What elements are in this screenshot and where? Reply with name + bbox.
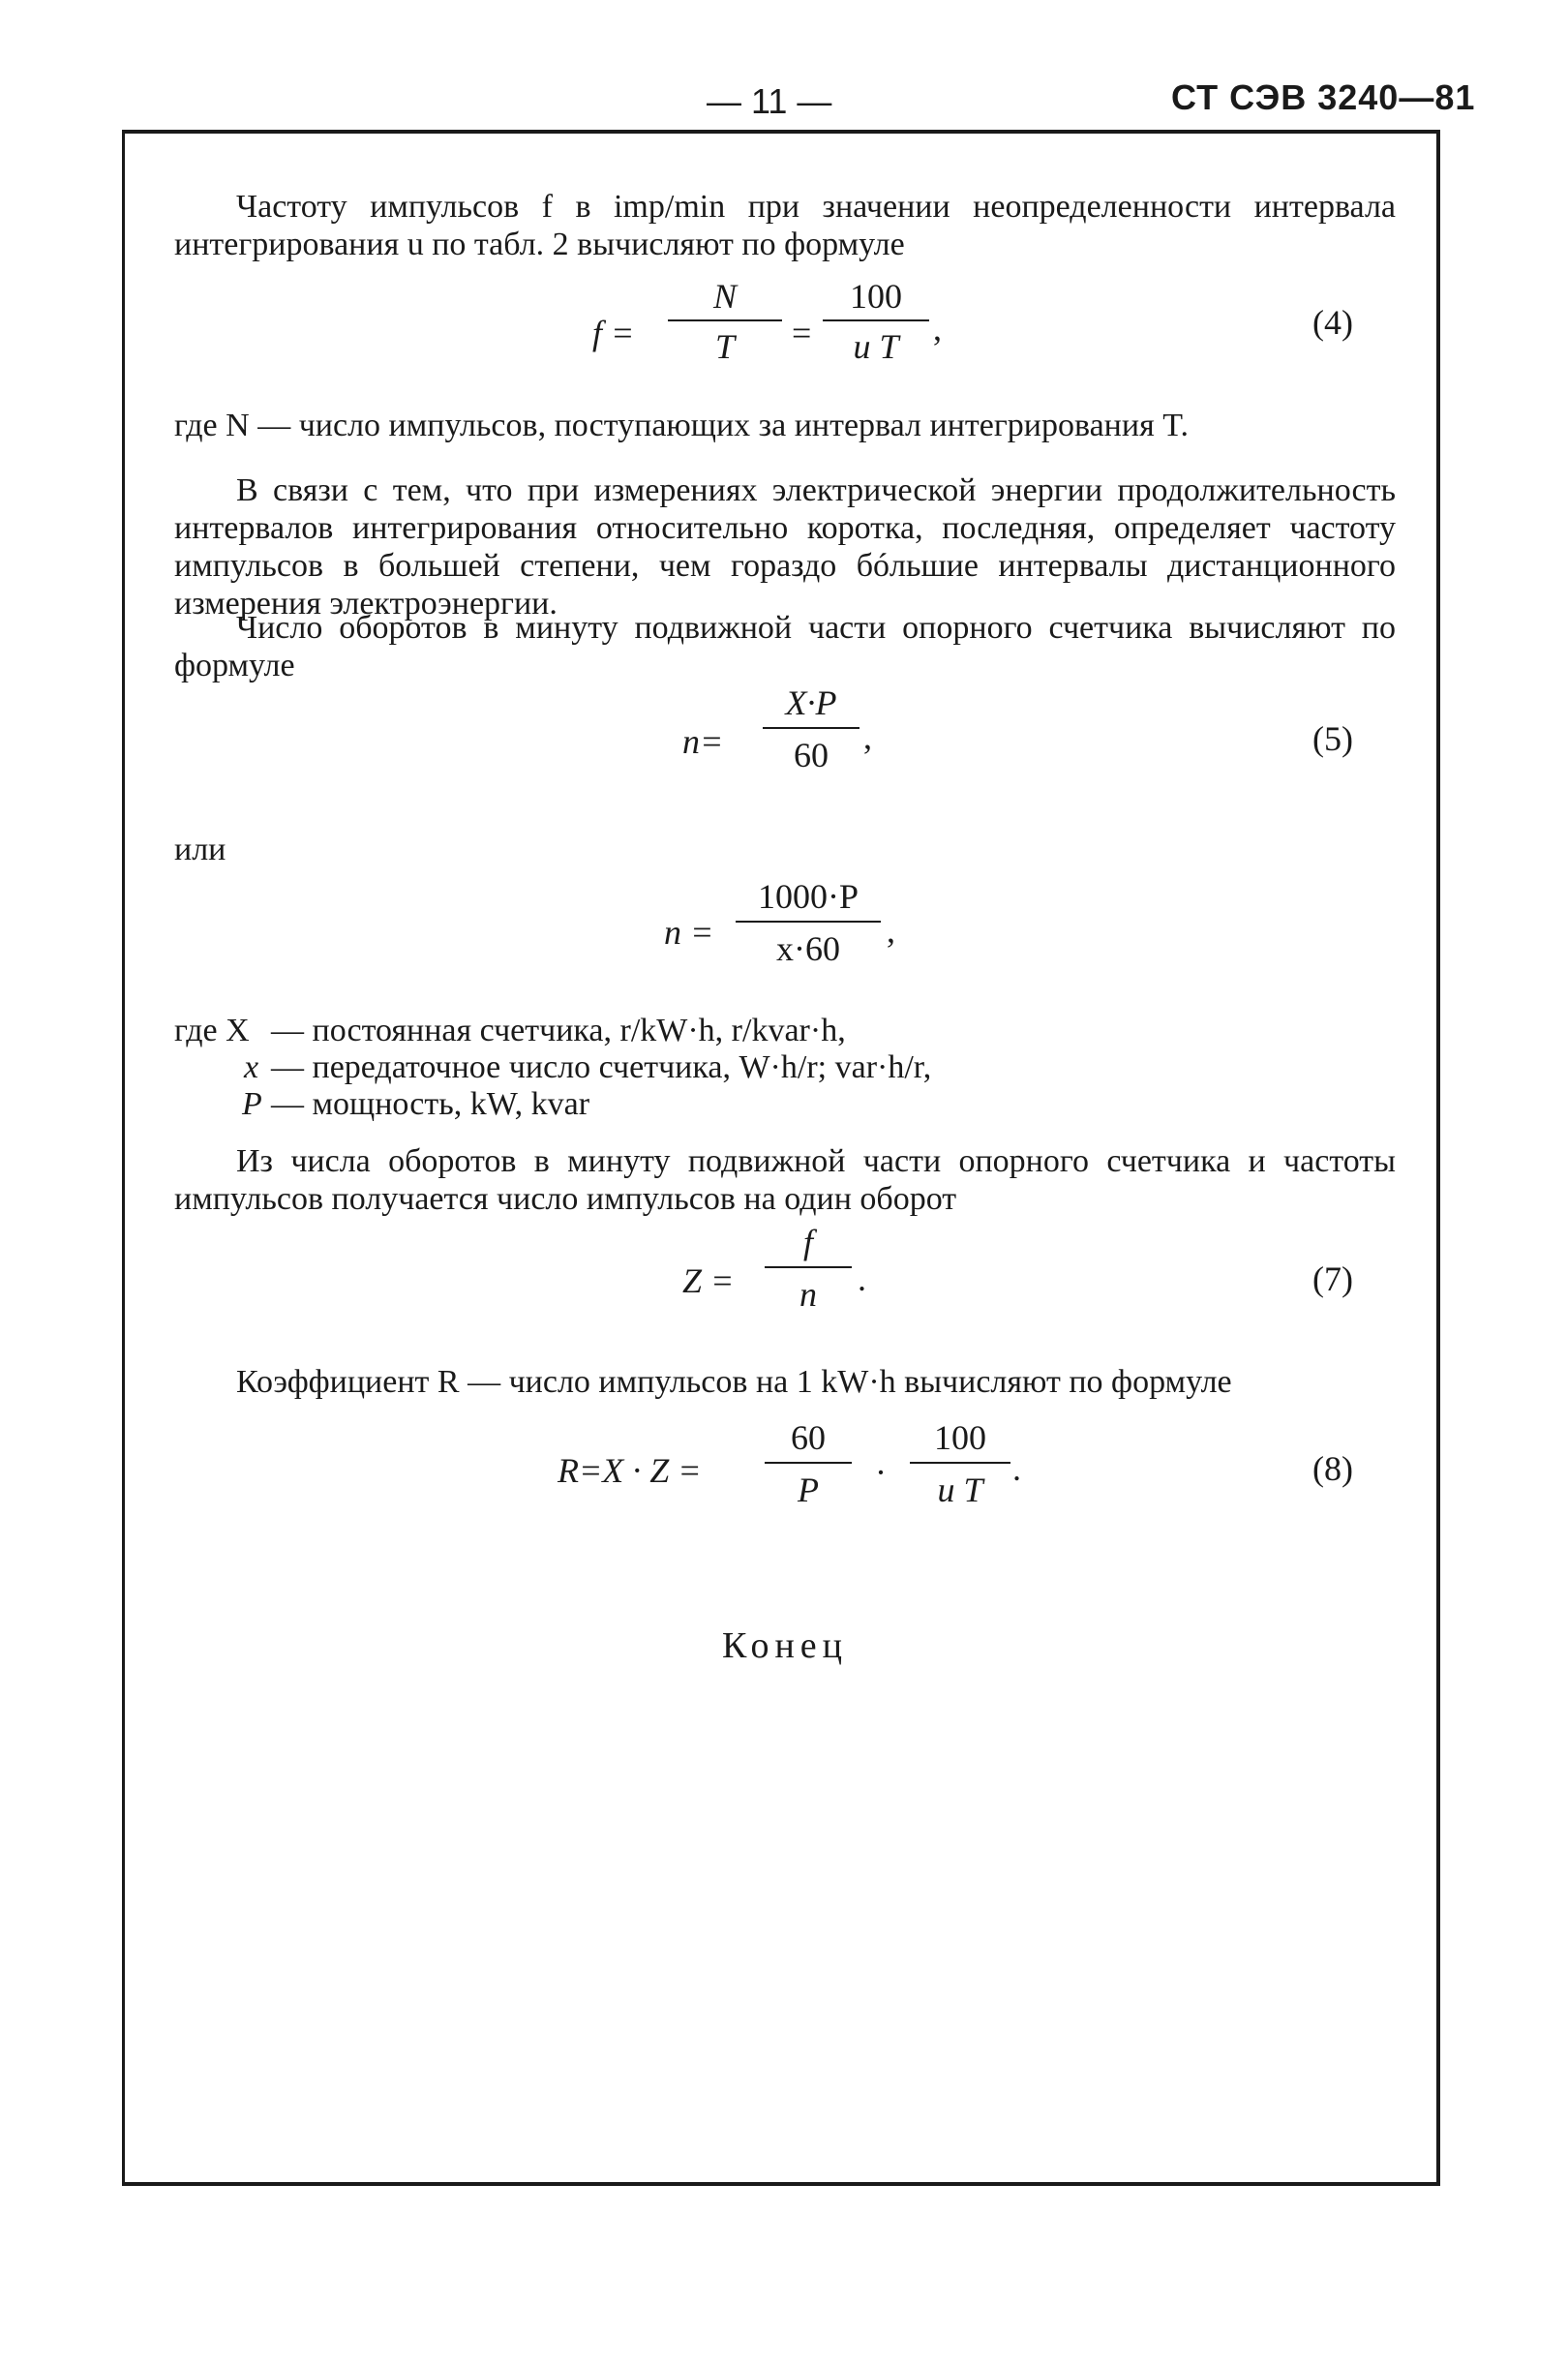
eq8-lhs: R=X · Z = (558, 1451, 702, 1490)
eq4-fraction-2 (823, 276, 929, 366)
paragraph-coefficient-R: Коэффициент R — число импульсов на 1 kW·h вычисляют по формуле (236, 1364, 1232, 1400)
equation-number-5: (5) (1312, 719, 1353, 758)
eq4-numerator-1: N (712, 277, 737, 316)
eq8-period: . (1012, 1449, 1021, 1488)
definition-x-symbol: x (244, 1049, 259, 1085)
eq8-fraction-bar-2 (910, 1462, 1010, 1464)
paragraph-revolutions: Число оборотов в минуту подвижной части опорного счетчика вычисляют по формуле (174, 610, 1396, 683)
eq4-denominator-2: u T (853, 327, 899, 366)
eq4-equals: = (792, 314, 812, 352)
eq6-comma: , (887, 911, 895, 950)
eq4-lhs: f = (592, 314, 635, 352)
paragraph-integration-interval: В связи с тем, что при измерениях электрической энергии продолжительность интервалов интегрирования относительно коротка, последняя, определяет частоту импульсов в большей степени, чем гораздо бóльшие интервалы дистанционного измерения электроэнергии. (174, 472, 1396, 622)
eq8-dot: · (875, 1453, 887, 1492)
eq7-fraction-bar (765, 1266, 852, 1268)
equation-number-8: (8) (1312, 1449, 1353, 1488)
eq8-fraction-1 (765, 1417, 852, 1514)
eq5-fraction-bar (763, 727, 859, 729)
paragraph-pulses-per-revolution: Из числа оборотов в минуту подвижной части опорного счетчика и частоты импульсов получается число импульсов на один оборот (174, 1143, 1396, 1217)
eq7-lhs: Z = (682, 1261, 735, 1300)
eq4-comma: , (933, 309, 942, 348)
eq6-fraction (736, 876, 881, 973)
end-marker: Конец (722, 1625, 848, 1666)
eq6-fraction-bar (736, 921, 881, 923)
eq4-denominator-1: T (714, 327, 736, 366)
eq6-denominator: x·60 (776, 929, 840, 968)
eq7-denominator: n (799, 1275, 817, 1314)
eq4-fraction-bar-1 (668, 319, 782, 321)
eq6-numerator: 1000·P (757, 877, 859, 916)
eq5-comma: , (863, 717, 872, 756)
where-N-definition: где N — число импульсов, поступающих за интервал интегрирования T. (174, 408, 1189, 443)
definition-X-symbol: где X (174, 1013, 250, 1048)
eq6-lhs: n = (664, 913, 714, 952)
eq5-lhs: n= (682, 722, 724, 761)
paragraph-frequency: Частоту импульсов f в imp/min при значении неопределенности интервала интегрирования u по табл. 2 вычисляют по формуле (174, 189, 1396, 262)
definition-P-text: — мощность, kW, kvar (271, 1086, 590, 1122)
definition-P-symbol: P (242, 1086, 262, 1122)
eq4-numerator-2: 100 (850, 277, 902, 316)
definition-X-text: — постоянная счетчика, r/kW·h, r/kvar·h, (271, 1013, 846, 1048)
eq8-numerator-2: 100 (934, 1418, 986, 1457)
eq5-denominator: 60 (794, 736, 829, 774)
eq7-numerator: f (802, 1223, 813, 1261)
page-number: — 11 — (707, 81, 832, 121)
eq5-fraction (763, 682, 859, 779)
or-word: или (174, 832, 226, 867)
eq8-fraction-2 (910, 1417, 1010, 1514)
eq8-denominator-2: u T (937, 1471, 983, 1509)
equation-number-7: (7) (1312, 1259, 1353, 1298)
eq4-fraction-bar-2 (823, 319, 929, 321)
eq8-numerator-1: 60 (791, 1418, 826, 1457)
eq5-numerator: X·P (785, 683, 837, 722)
standard-designation: СТ СЭВ 3240—81 (1171, 77, 1476, 117)
eq7-period: . (858, 1259, 866, 1298)
eq7-fraction (765, 1222, 852, 1319)
eq4-fraction-1 (668, 276, 782, 366)
eq8-fraction-bar-1 (765, 1462, 852, 1464)
equation-number-4: (4) (1312, 303, 1353, 342)
definition-x-text: — передаточное число счетчика, W·h/r; var·h/r, (271, 1049, 932, 1085)
eq8-denominator-1: P (798, 1471, 819, 1509)
